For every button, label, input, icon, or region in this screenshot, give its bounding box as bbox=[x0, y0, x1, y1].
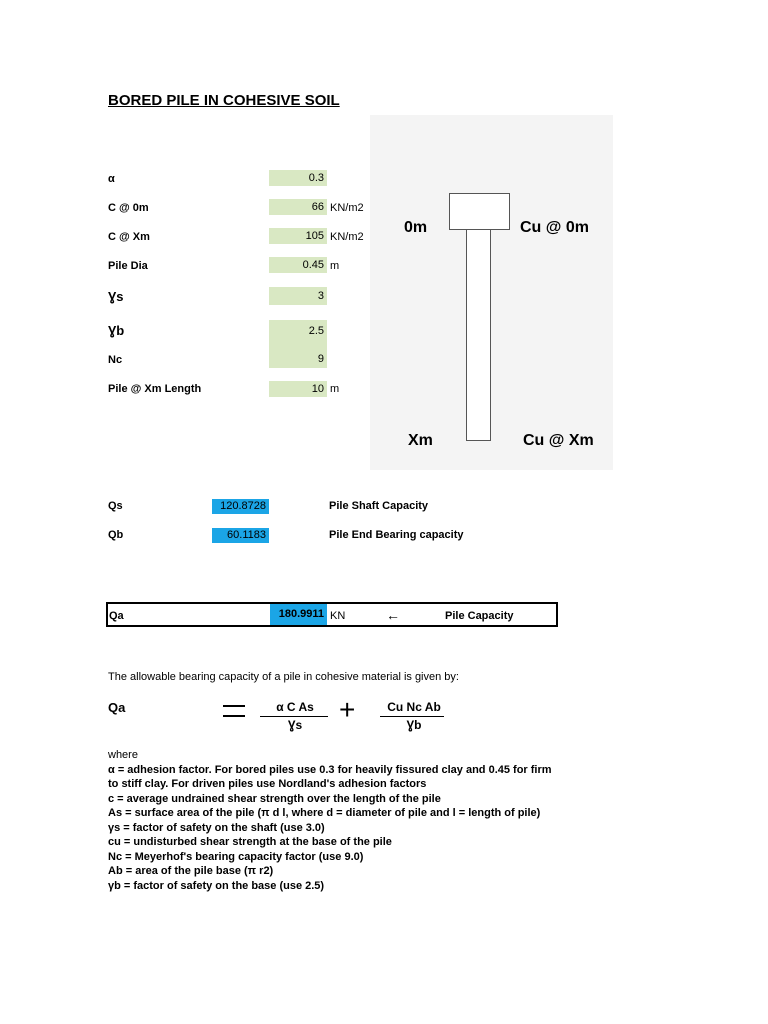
definition-line: γs = factor of safety on the shaft (use 3.0) bbox=[108, 821, 325, 834]
fraction-2-line bbox=[380, 716, 444, 717]
definition-line: α = adhesion factor. For bored piles use 0.3 for heavily fissured clay and 0.45 for firm bbox=[108, 763, 552, 776]
input-label-pile-length: Pile @ Xm Length bbox=[108, 383, 202, 395]
pile-diagram bbox=[370, 115, 613, 470]
pile-shaft-shape bbox=[466, 229, 491, 441]
input-cell-gamma-s[interactable]: 3 bbox=[269, 287, 327, 305]
input-label-gamma-b: Ɣb bbox=[108, 323, 125, 338]
qa-value-cell[interactable]: 180.9911 bbox=[270, 604, 327, 625]
definition-line: cu = undisturbed shear strength at the base of the pile bbox=[108, 836, 392, 848]
result-desc-qb: Pile End Bearing capacity bbox=[329, 529, 464, 541]
result-value-qb[interactable]: 60.1183 bbox=[212, 528, 269, 543]
definition-line: Nc = Meyerhof's bearing capacity factor (use 9.0) bbox=[108, 850, 364, 863]
fraction-2-numerator: Cu Nc Ab bbox=[387, 700, 441, 714]
qa-label: Qa bbox=[109, 610, 124, 622]
input-label-alpha: α bbox=[108, 173, 115, 185]
left-arrow-icon: ← bbox=[386, 607, 400, 623]
input-label-gamma-s: Ɣs bbox=[108, 289, 124, 304]
fraction-1-denominator: Ɣs bbox=[287, 718, 303, 732]
page-title: BORED PILE IN COHESIVE SOIL bbox=[108, 92, 340, 109]
definition-line: Ab = area of the pile base (π r2) bbox=[108, 865, 274, 877]
input-cell-pile-length[interactable]: 10 bbox=[269, 381, 327, 397]
input-label-c-xm: C @ Xm bbox=[108, 231, 150, 243]
qa-unit: KN bbox=[330, 610, 346, 622]
formula-intro: The allowable bearing capacity of a pile in cohesive material is given by: bbox=[108, 671, 459, 683]
input-cell-nc[interactable]: 9 bbox=[269, 342, 327, 368]
definitions-where: where bbox=[108, 749, 138, 761]
definition-line: As = surface area of the pile (π d l, where d = diameter of pile and l = length of pile) bbox=[108, 807, 541, 819]
diagram-label-cu-xm: Cu @ Xm bbox=[523, 432, 594, 449]
fraction-1-numerator: α C As bbox=[276, 700, 314, 714]
qa-desc: Pile Capacity bbox=[445, 610, 514, 622]
input-cell-pile-dia[interactable]: 0.45 bbox=[269, 257, 327, 273]
input-cell-c-xm[interactable]: 105 bbox=[269, 228, 327, 244]
fraction-1-line bbox=[260, 716, 328, 717]
input-cell-c-0m[interactable]: 66 bbox=[269, 199, 327, 215]
definitions-block bbox=[108, 748, 552, 893]
formula-lhs: Qa bbox=[108, 700, 126, 715]
result-label-qs: Qs bbox=[108, 500, 123, 512]
input-unit-c-0m: KN/m2 bbox=[330, 202, 364, 214]
input-label-pile-dia: Pile Dia bbox=[108, 260, 148, 272]
input-unit-pile-dia: m bbox=[330, 260, 340, 272]
definition-line: γb = factor of safety on the base (use 2.5) bbox=[108, 879, 325, 892]
equals-sign bbox=[223, 700, 245, 717]
input-cell-gamma-b[interactable]: 2.5 bbox=[269, 320, 327, 342]
input-cell-alpha[interactable]: 0.3 bbox=[269, 170, 327, 186]
input-unit-c-xm: KN/m2 bbox=[330, 231, 364, 243]
input-label-nc: Nc bbox=[108, 354, 123, 366]
plus-sign: + bbox=[339, 694, 356, 725]
diagram-label-cu-0m: Cu @ 0m bbox=[520, 219, 589, 236]
result-label-qb: Qb bbox=[108, 529, 124, 541]
input-label-c-0m: C @ 0m bbox=[108, 202, 149, 214]
diagram-label-0m: 0m bbox=[404, 219, 428, 236]
pile-cap-shape bbox=[449, 193, 510, 230]
diagram-label-xm: Xm bbox=[408, 432, 433, 449]
result-desc-qs: Pile Shaft Capacity bbox=[329, 500, 429, 512]
definition-line: to stiff clay. For driven piles use Nordland's adhesion factors bbox=[108, 778, 427, 790]
definition-line: c = average undrained shear strength over the length of the pile bbox=[108, 792, 441, 805]
input-unit-pile-length: m bbox=[330, 383, 340, 395]
result-value-qs[interactable]: 120.8728 bbox=[212, 499, 269, 514]
fraction-2-denominator: Ɣb bbox=[406, 718, 422, 732]
